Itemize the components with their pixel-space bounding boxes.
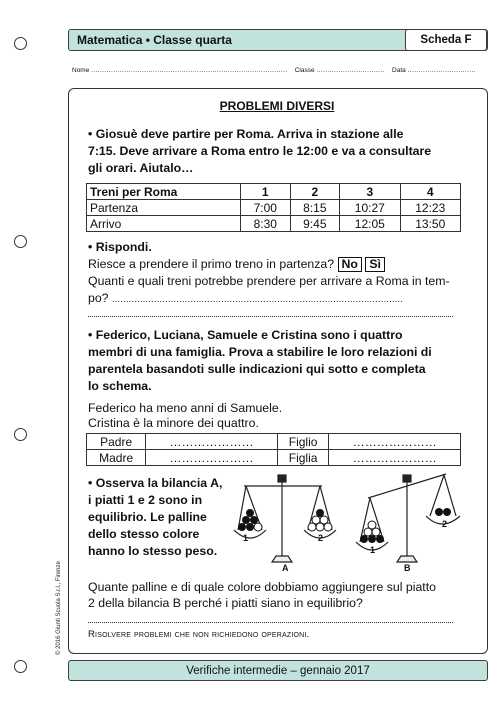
data-field[interactable]: ............................... — [407, 67, 476, 74]
problem1-line1: • Giosuè deve partire per Roma. Arriva in stazione alle — [88, 127, 404, 141]
table-cell: 8:15 — [290, 200, 340, 216]
table-header-row — [87, 184, 461, 200]
scale-label-a: A — [282, 563, 289, 573]
answer-dots[interactable]: ........................................................................................................ — [111, 294, 404, 304]
table-header: 2 — [290, 184, 340, 200]
rispondi-heading: • Rispondi. — [88, 240, 152, 254]
answer-no-box[interactable]: No — [338, 257, 362, 272]
scheda-label: Scheda F — [405, 29, 487, 51]
row-label: Partenza — [87, 200, 241, 216]
problem2-line1: • Federico, Luciana, Samuele e Cristina sono i quattro — [88, 328, 403, 342]
answer-cell[interactable]: ………………… — [329, 434, 461, 450]
table-header: 4 — [400, 184, 460, 200]
problem3-line5: hanno lo stesso peso. — [88, 544, 218, 558]
answer-si-box[interactable]: Sì — [365, 257, 385, 272]
pan-label-b1: 1 — [370, 545, 376, 555]
binder-hole — [14, 37, 27, 50]
problem3-question2: 2 della bilancia B perché i piatti siano in equilibrio? — [88, 596, 363, 610]
table-cell: Madre — [87, 450, 146, 466]
problem1-line3: gli orari. Aiutalo… — [88, 161, 194, 175]
table-cell: 12:05 — [340, 216, 400, 232]
problem3-line1: • Osserva la bilancia A, — [88, 476, 223, 490]
binder-hole — [14, 235, 27, 248]
pan-label-a1: 1 — [243, 533, 249, 543]
train-timetable — [86, 183, 461, 232]
question2-text: po? — [88, 291, 109, 305]
table-cell: Figlio — [277, 434, 329, 450]
footer-bar — [68, 660, 488, 681]
family-table — [86, 433, 461, 466]
answer-line[interactable] — [88, 622, 453, 623]
table-cell: Figlia — [277, 450, 329, 466]
answer-line[interactable] — [88, 316, 453, 317]
problem2-line2: membri di una famiglia. Prova a stabilire le loro relazioni di — [88, 345, 432, 359]
copyright-text: © 2016 Giunti Scuola S.r.l., Firenze — [56, 561, 62, 655]
scale-label-b: B — [404, 563, 411, 573]
answer-cell[interactable]: ………………… — [329, 450, 461, 466]
table-cell: 12:23 — [400, 200, 460, 216]
question1-text: Riesce a prendere il primo treno in partenza? — [88, 257, 335, 271]
bottom-note: Risolvere problemi che non richiedono operazioni. — [88, 629, 310, 640]
problem2-line3: parentela basandoti sulle indicazioni qui sotto e completa — [88, 362, 426, 376]
rispondi-question1 — [88, 256, 385, 273]
table-cell: 13:50 — [400, 216, 460, 232]
row-label: Arrivo — [87, 216, 241, 232]
table-row — [87, 216, 461, 232]
problem3-line4: dello stesso colore — [88, 527, 200, 541]
table-header: 1 — [241, 184, 291, 200]
worksheet-title: PROBLEMI DIVERSI — [219, 99, 335, 113]
nome-label: Nome — [72, 67, 90, 74]
table-cell: 10:27 — [340, 200, 400, 216]
rispondi-question2: Quanti e quali treni potrebbe prendere per arrivare a Roma in tem- — [88, 274, 450, 288]
table-cell: 7:00 — [241, 200, 291, 216]
balls-pan-b2 — [435, 508, 451, 516]
answer-cell[interactable]: ………………… — [146, 434, 278, 450]
balance-scales-illustration — [232, 472, 472, 572]
clue2: Cristina è la minore dei quattro. — [88, 416, 259, 430]
table-row — [87, 434, 461, 450]
problem3-line2: i piatti 1 e 2 sono in — [88, 493, 203, 507]
table-row — [87, 450, 461, 466]
binder-hole — [14, 660, 27, 673]
footer-text: Verifiche intermedie – gennaio 2017 — [186, 664, 370, 677]
classe-label: Classe — [294, 67, 315, 74]
pan-label-a2: 2 — [318, 533, 324, 543]
binder-hole — [14, 428, 27, 441]
classe-field[interactable]: ............................... — [316, 67, 385, 74]
nome-field[interactable]: ......................................................................................... — [91, 67, 288, 74]
problem3-question1: Quante palline e di quale colore dobbiamo aggiungere sul piatto — [88, 580, 436, 594]
answer-cell[interactable]: ………………… — [146, 450, 278, 466]
data-label: Data — [392, 67, 406, 74]
balls-pan-a2 — [308, 509, 332, 531]
rispondi-question2-cont — [88, 290, 403, 308]
table-header: Treni per Roma — [87, 184, 241, 200]
header-bar — [68, 29, 488, 51]
subject-title: Matematica • Classe quarta — [77, 33, 232, 47]
table-cell: 9:45 — [290, 216, 340, 232]
problem3-line3: equilibrio. Le palline — [88, 510, 207, 524]
pan-label-b2: 2 — [442, 519, 448, 529]
problem2-line4: lo schema. — [88, 379, 152, 393]
student-fields — [72, 67, 484, 74]
problem1-line2: 7:15. Deve arrivare a Roma entro le 12:00 e va a consultare — [88, 144, 432, 158]
table-cell: Padre — [87, 434, 146, 450]
table-row — [87, 200, 461, 216]
table-cell: 8:30 — [241, 216, 291, 232]
table-header: 3 — [340, 184, 400, 200]
clue1: Federico ha meno anni di Samuele. — [88, 401, 283, 415]
